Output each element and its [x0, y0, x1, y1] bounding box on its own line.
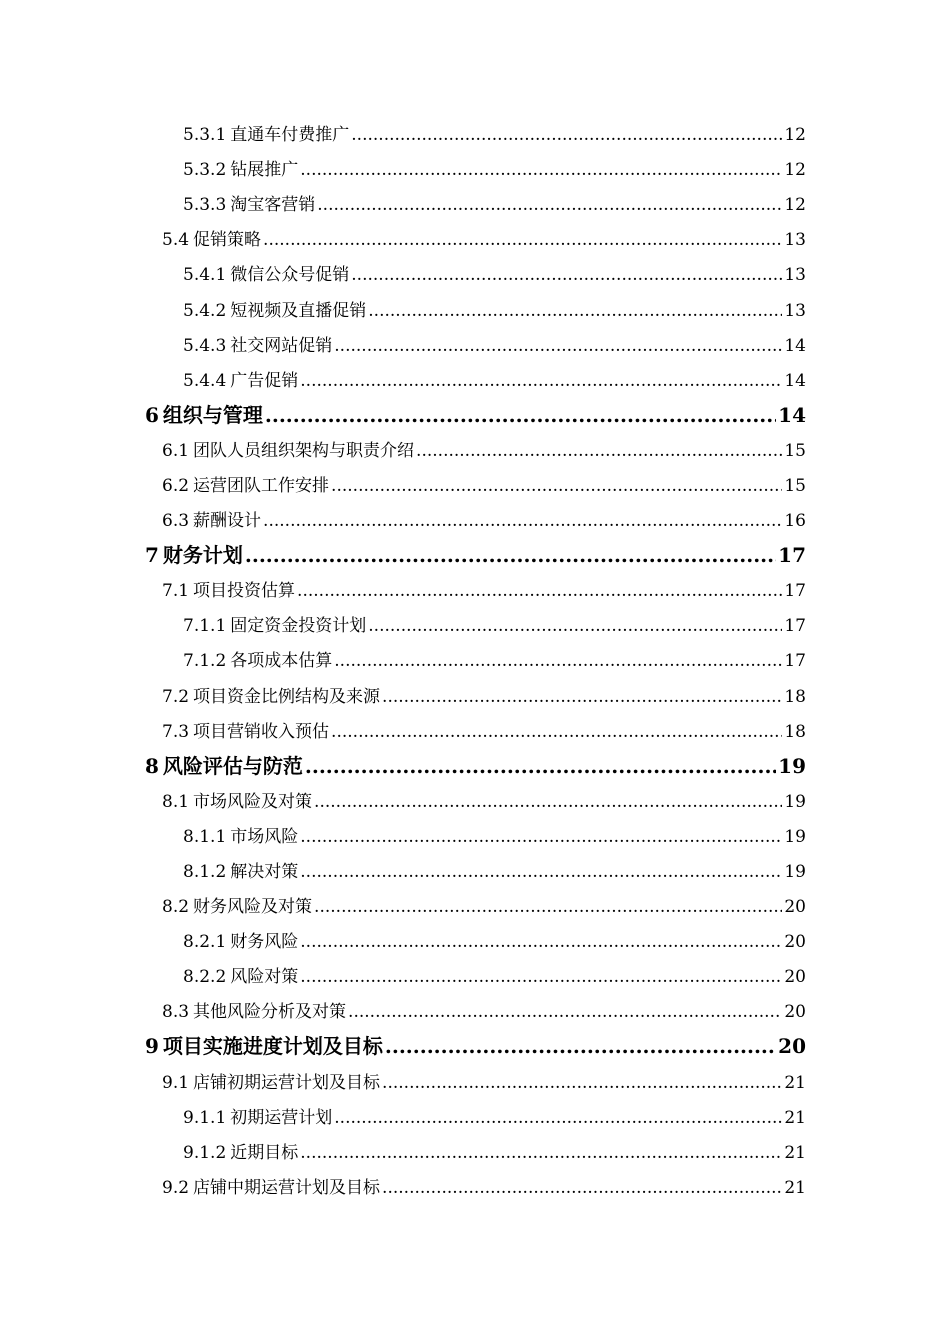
toc-entry[interactable]	[0, 1168, 950, 1203]
toc-entry-page-number: 18	[784, 721, 806, 742]
toc-entry[interactable]	[0, 712, 950, 747]
toc-entry-line	[162, 436, 806, 461]
toc-entry[interactable]	[0, 677, 950, 712]
toc-entry-number: 9.1	[162, 1072, 190, 1093]
toc-entry[interactable]	[0, 536, 950, 571]
toc-entry-number: 5.3.1	[183, 125, 227, 146]
toc-entry[interactable]	[0, 1027, 950, 1062]
toc-entry[interactable]	[0, 922, 950, 957]
toc-entry-title: 广告促销	[230, 370, 299, 391]
toc-entry-line	[162, 1068, 806, 1093]
toc-entry-line	[183, 822, 806, 847]
toc-entry[interactable]	[0, 361, 950, 396]
toc-dot-leader	[416, 441, 782, 461]
toc-entry-line	[183, 190, 806, 215]
toc-entry-title: 团队人员组织架构与职责介绍	[193, 440, 415, 461]
toc-dot-leader	[314, 897, 782, 917]
toc-entry-page-number: 15	[784, 440, 806, 461]
toc-entry[interactable]	[0, 606, 950, 641]
toc-entry-number: 6.2	[162, 475, 190, 496]
toc-dot-leader	[263, 230, 782, 250]
toc-entry-title: 财务计划	[162, 543, 243, 568]
toc-entry-page-number: 20	[784, 932, 806, 953]
toc-entry-title: 钻展推广	[230, 160, 299, 181]
toc-entry-number: 9.2	[162, 1177, 190, 1198]
toc-entry-line	[183, 366, 806, 391]
toc-entry-line	[183, 646, 806, 671]
toc-entry-page-number: 12	[784, 125, 806, 146]
toc-entry-title: 解决对策	[230, 862, 299, 883]
toc-entry-number: 5.4.1	[183, 265, 227, 286]
toc-entry-title: 社交网站促销	[230, 335, 333, 356]
toc-dot-leader	[382, 1073, 782, 1093]
toc-entry-line	[183, 611, 806, 636]
toc-entry-number: 9.1.1	[183, 1107, 227, 1128]
toc-entry-number: 7.1	[162, 581, 190, 602]
toc-entry-number: 8	[145, 753, 159, 778]
toc-entry-title: 微信公众号促销	[230, 265, 350, 286]
toc-entry-line	[162, 225, 806, 250]
toc-entry-title: 薪酬设计	[193, 511, 262, 532]
toc-entry-title: 促销策略	[193, 230, 262, 251]
toc-entry-number: 9	[145, 1034, 159, 1059]
toc-entry-title: 近期目标	[230, 1142, 299, 1163]
toc-entry-line	[162, 471, 806, 496]
toc-entry-line	[162, 892, 806, 917]
toc-dot-leader	[300, 371, 782, 391]
toc-dot-leader	[245, 543, 776, 567]
toc-entry-title: 项目资金比例结构及来源	[193, 686, 381, 707]
toc-entry-page-number: 12	[784, 195, 806, 216]
toc-dot-leader	[265, 403, 776, 427]
toc-entry-page-number: 14	[778, 402, 806, 427]
toc-entry-line	[183, 120, 806, 145]
toc-dot-leader	[317, 195, 782, 215]
toc-entry-line	[183, 962, 806, 987]
toc-entry-title: 各项成本估算	[230, 651, 333, 672]
toc-entry-number: 5.4	[162, 230, 190, 251]
toc-entry-title: 其他风险分析及对策	[193, 1002, 347, 1023]
toc-entry-line	[183, 155, 806, 180]
toc-entry-page-number: 19	[784, 791, 806, 812]
toc-dot-leader	[334, 651, 782, 671]
toc-entry-number: 8.2.2	[183, 967, 227, 988]
toc-entry-page-number: 12	[784, 160, 806, 181]
toc-entry[interactable]	[0, 957, 950, 992]
toc-dot-leader	[300, 862, 782, 882]
toc-dot-leader	[300, 967, 782, 987]
toc-entry[interactable]	[0, 1133, 950, 1168]
toc-dot-leader	[331, 476, 782, 496]
toc-entry-title: 组织与管理	[162, 402, 263, 427]
toc-entry-title: 风险对策	[230, 967, 299, 988]
toc-entry-number: 6.1	[162, 440, 190, 461]
toc-entry-page-number: 19	[778, 753, 806, 778]
toc-entry-page-number: 20	[784, 1002, 806, 1023]
toc-entry-number: 9.1.2	[183, 1142, 227, 1163]
toc-dot-leader	[351, 265, 782, 285]
toc-entry-title: 短视频及直播促销	[230, 300, 367, 321]
toc-dot-leader	[300, 827, 782, 847]
toc-entry-page-number: 14	[784, 335, 806, 356]
toc-entry-title: 财务风险	[230, 932, 299, 953]
toc-entry-page-number: 20	[778, 1034, 806, 1059]
toc-entry-number: 8.1.2	[183, 862, 227, 883]
toc-dot-leader	[351, 125, 782, 145]
toc-entry-number: 7	[145, 543, 159, 568]
toc-dot-leader	[334, 336, 782, 356]
toc-entry-line	[162, 682, 806, 707]
toc-entry[interactable]	[0, 571, 950, 606]
toc-entry[interactable]	[0, 501, 950, 536]
toc-entry[interactable]	[0, 887, 950, 922]
toc-entry-page-number: 14	[784, 370, 806, 391]
toc-entry-line	[183, 1138, 806, 1163]
toc-dot-leader	[368, 616, 782, 636]
toc-entry-line	[162, 717, 806, 742]
toc-entry-page-number: 17	[778, 543, 806, 568]
toc-entry-line	[145, 539, 806, 568]
toc-entry-title: 直通车付费推广	[230, 125, 350, 146]
toc-entry-page-number: 17	[784, 651, 806, 672]
toc-entry[interactable]	[0, 992, 950, 1027]
toc-entry-line	[162, 787, 806, 812]
toc-entry-number: 8.2.1	[183, 932, 227, 953]
toc-entry[interactable]	[0, 466, 950, 501]
toc-entry-line	[183, 260, 806, 285]
toc-entry-line	[162, 576, 806, 601]
toc-entry[interactable]	[0, 396, 950, 431]
toc-entry[interactable]	[0, 185, 950, 220]
toc-entry-line	[145, 750, 806, 779]
toc-entry-title: 运营团队工作安排	[193, 475, 330, 496]
toc-entry-page-number: 20	[784, 897, 806, 918]
toc-entry-line	[162, 997, 806, 1022]
toc-dot-leader	[382, 687, 782, 707]
toc-dot-leader	[382, 1178, 782, 1198]
toc-entry-line	[145, 1030, 806, 1059]
toc-entry[interactable]	[0, 115, 950, 150]
toc-entry-line	[162, 1173, 806, 1198]
toc-dot-leader	[314, 792, 782, 812]
toc-entry-number: 7.1.1	[183, 616, 227, 637]
toc-entry-title: 项目营销收入预估	[193, 721, 330, 742]
toc-entry-number: 5.3.3	[183, 195, 227, 216]
toc-entry-line	[145, 399, 806, 428]
toc-entry-number: 7.2	[162, 686, 190, 707]
toc-entry-line	[183, 927, 806, 952]
toc-entry-line	[183, 1103, 806, 1128]
toc-entry-title: 市场风险	[230, 826, 299, 847]
toc-entry-page-number: 17	[784, 581, 806, 602]
toc-entry-title: 项目实施进度计划及目标	[162, 1034, 383, 1059]
toc-entry[interactable]	[0, 326, 950, 361]
toc-dot-leader	[368, 301, 782, 321]
toc-dot-leader	[334, 1108, 782, 1128]
toc-entry-page-number: 15	[784, 475, 806, 496]
toc-dot-leader	[331, 722, 782, 742]
toc-entry-page-number: 21	[784, 1177, 806, 1198]
toc-entry-page-number: 19	[784, 826, 806, 847]
toc-entry-number: 8.1.1	[183, 826, 227, 847]
toc-entry-page-number: 17	[784, 616, 806, 637]
toc-entry[interactable]	[0, 220, 950, 255]
toc-entry-page-number: 19	[784, 862, 806, 883]
toc-entry[interactable]	[0, 255, 950, 290]
toc-entry-title: 财务风险及对策	[193, 897, 313, 918]
toc-entry-page-number: 21	[784, 1107, 806, 1128]
toc-entry-page-number: 20	[784, 967, 806, 988]
toc-entry-title: 固定资金投资计划	[230, 616, 367, 637]
toc-entry-page-number: 18	[784, 686, 806, 707]
toc-entry-number: 6	[145, 402, 159, 427]
toc-entry-title: 风险评估与防范	[162, 753, 303, 778]
toc-entry-title: 市场风险及对策	[193, 791, 313, 812]
toc-dot-leader	[297, 581, 782, 601]
toc-entry-title: 初期运营计划	[230, 1107, 333, 1128]
toc-dot-leader	[385, 1034, 776, 1058]
toc-dot-leader	[300, 1143, 782, 1163]
toc-dot-leader	[300, 160, 782, 180]
toc-entry-title: 项目投资估算	[193, 581, 296, 602]
toc-entry-number: 5.3.2	[183, 160, 227, 181]
toc-entry-number: 5.4.3	[183, 335, 227, 356]
toc-entry-page-number: 21	[784, 1142, 806, 1163]
toc-entry-number: 7.1.2	[183, 651, 227, 672]
toc-entry-title: 店铺初期运营计划及目标	[193, 1072, 381, 1093]
toc-entry-page-number: 21	[784, 1072, 806, 1093]
toc-dot-leader	[305, 754, 776, 778]
toc-entry[interactable]	[0, 150, 950, 185]
toc-entry-page-number: 16	[784, 511, 806, 532]
toc-entry-page-number: 13	[784, 230, 806, 251]
toc-entry-page-number: 13	[784, 300, 806, 321]
toc-entry[interactable]	[0, 290, 950, 325]
toc-entry[interactable]	[0, 817, 950, 852]
toc-entry-number: 8.1	[162, 791, 190, 812]
toc-entry-number: 5.4.2	[183, 300, 227, 321]
toc-entry-title: 店铺中期运营计划及目标	[193, 1177, 381, 1198]
toc-entry-page-number: 13	[784, 265, 806, 286]
toc-dot-leader	[300, 932, 782, 952]
toc-entry-number: 6.3	[162, 511, 190, 532]
toc-entry[interactable]	[0, 1098, 950, 1133]
toc-entry[interactable]	[0, 782, 950, 817]
toc-entry-title: 淘宝客营销	[230, 195, 316, 216]
toc-entry-number: 5.4.4	[183, 370, 227, 391]
toc-entry-number: 8.2	[162, 897, 190, 918]
toc-entry-number: 8.3	[162, 1002, 190, 1023]
toc-entry-line	[183, 296, 806, 321]
toc-dot-leader	[263, 511, 782, 531]
toc-entry-line	[183, 331, 806, 356]
toc-entry[interactable]	[0, 747, 950, 782]
toc-entry[interactable]	[0, 1063, 950, 1098]
toc-entry-line	[183, 857, 806, 882]
toc-entry[interactable]	[0, 641, 950, 676]
table-of-contents	[0, 115, 950, 1203]
toc-entry-line	[162, 506, 806, 531]
toc-entry[interactable]	[0, 431, 950, 466]
toc-dot-leader	[348, 1002, 782, 1022]
toc-entry[interactable]	[0, 852, 950, 887]
toc-entry-number: 7.3	[162, 721, 190, 742]
